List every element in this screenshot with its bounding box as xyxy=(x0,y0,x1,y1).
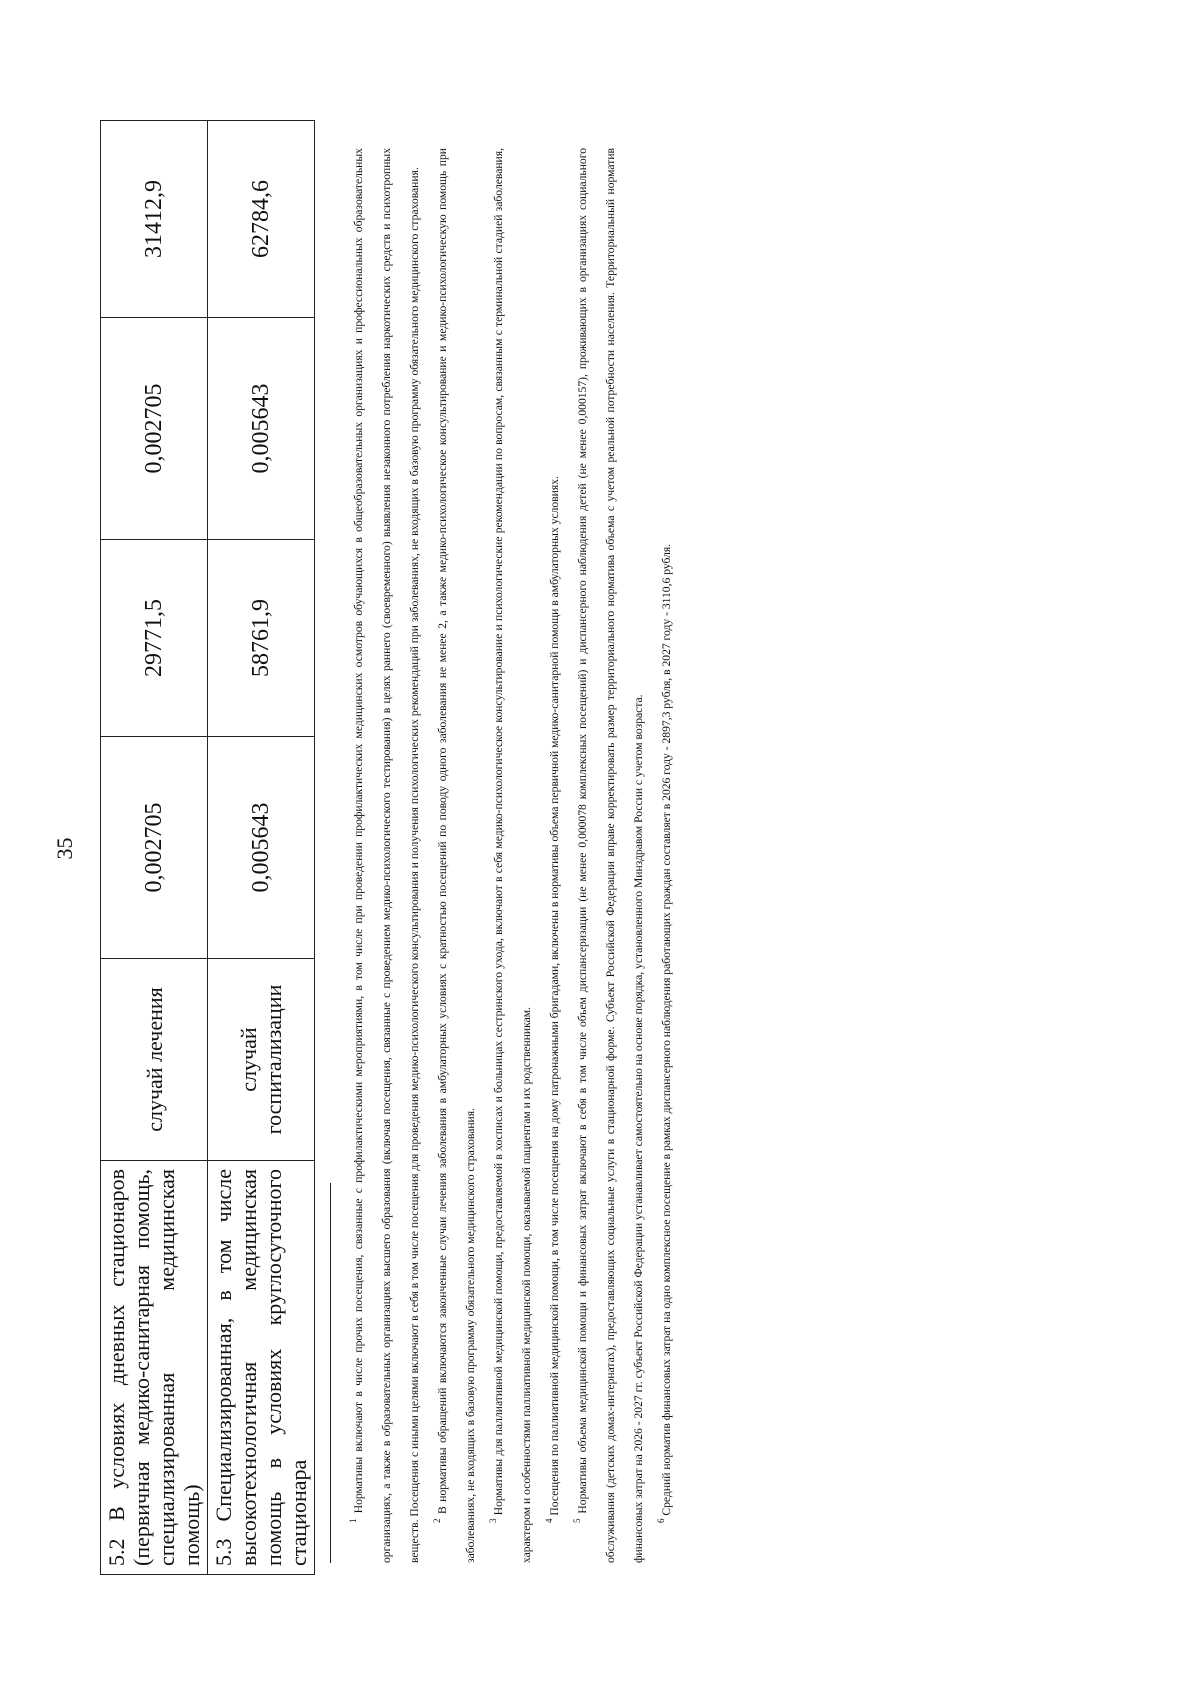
footnote-text: Средний норматив финансовых затрат на одно комплексное посещение в рамках диспансерного наблюдения работающих граждан составляет в 2026 году - 2897,3 рубля, в 2027 году - 3110,6 рубля. xyxy=(660,543,673,1516)
table-row xyxy=(101,121,208,1575)
footnote-1 xyxy=(345,148,429,1563)
footnote-mark: 1 xyxy=(348,1518,358,1523)
footnotes xyxy=(345,148,681,1563)
standards-table xyxy=(100,120,315,1575)
footnote-4 xyxy=(541,148,569,1563)
footnote-mark: 4 xyxy=(544,1518,554,1523)
cost-norm-2027: 31412,9 xyxy=(101,121,208,318)
volume-norm-2026: 0,005643 xyxy=(208,737,315,959)
footnote-2 xyxy=(429,148,485,1563)
volume-norm-2026: 0,002705 xyxy=(101,737,208,959)
footnote-separator xyxy=(330,1183,331,1563)
footnote-text: Нормативы для паллиативной медицинской помощи, предоставляемой в хосписах и больницах сестринского ухода, включают в себя медико-психологическое консультирование и психологические рекомендации по вопросам, связанным с терминальной стадией заболевания, характером и особенностями паллиативной медицинской помощи, оказываемой пациентам и их родственникам. xyxy=(492,148,533,1563)
cost-norm-2027: 62784,6 xyxy=(208,121,315,318)
footnote-text: В нормативы обращений включаются законченные случаи лечения заболевания в амбулаторных условиях с кратностью посещений по поводу одного заболевания не менее 2, а также медико-психологическое консультирование и медико-психологическую помощь при заболеваниях, не входящих в базовую программу обязательного медицинского страхования. xyxy=(436,148,477,1563)
cost-norm-2026: 58761,9 xyxy=(208,540,315,737)
footnote-mark: 2 xyxy=(432,1518,442,1523)
footnote-3 xyxy=(485,148,541,1563)
footnote-6 xyxy=(653,148,681,1563)
footnote-text: Посещения по паллиативной медицинской помощи, в том числе посещения на дому патронажными бригадами, включены в нормативы объема первичной медико-санитарной помощи в амбулаторных условиях. xyxy=(548,476,561,1516)
volume-norm-2027: 0,002705 xyxy=(101,318,208,540)
volume-norm-2027: 0,005643 xyxy=(208,318,315,540)
row-unit: случай госпитализации xyxy=(208,959,315,1161)
footnote-5 xyxy=(569,148,653,1563)
footnote-text: Нормативы объема медицинской помощи и финансовых затрат включают в себя в том числе объем диспансеризации (не менее 0,000078 комплексных посещений) и диспансерного наблюдения детей (не менее 0,000157), проживающих в организациях социального обслуживания (детских домах-интернатах), предоставляющих социальные услуги в стационарной форме. Субъект Российской Федерации вправе корректировать размер территориального норматива объема с учетом реальной потребности населения. Территориальный норматив финансовых затрат на 2026 - 2027 гг. субъект Российской Федерации устанавливает самостоятельно на основе порядка, установленного Минздравом России с учетом возраста. xyxy=(576,148,645,1563)
footnote-mark: 6 xyxy=(656,1518,666,1523)
cost-norm-2026: 29771,5 xyxy=(101,540,208,737)
row-name: 5.2 В условиях дневных стационаров (первичная медико-санитарная помощь, специализированная медицинская помощь) xyxy=(101,1161,208,1575)
footnote-mark: 3 xyxy=(488,1518,498,1523)
footnote-text: Нормативы включают в числе прочих посещения, связанные с профилактическими мероприятиями, в том числе при проведении профилактических медицинских осмотров обучающихся в общеобразовательных организациях и профессиональных образовательных организациях, а также в образовательных организациях высшего образования (включая посещения, связанные с проведением медико-психологического тестирования) в целях раннего (своевременного) выявления незаконного потребления наркотических средств и психотропных веществ. Посещения с иными целями включают в себя в том числе посещения для проведения медико-психологического консультирования и получения психологических рекомендаций при заболеваниях, не входящих в базовую программу обязательного медицинского страхования. xyxy=(352,148,421,1563)
page-number: 35 xyxy=(52,837,77,860)
table-row xyxy=(208,121,315,1575)
footnote-mark: 5 xyxy=(572,1518,582,1523)
row-name: 5.3 Специализированная, в том числе высокотехнологичная медицинская помощь в условиях круглосуточного стационара xyxy=(208,1161,315,1575)
row-unit: случай лечения xyxy=(101,959,208,1161)
